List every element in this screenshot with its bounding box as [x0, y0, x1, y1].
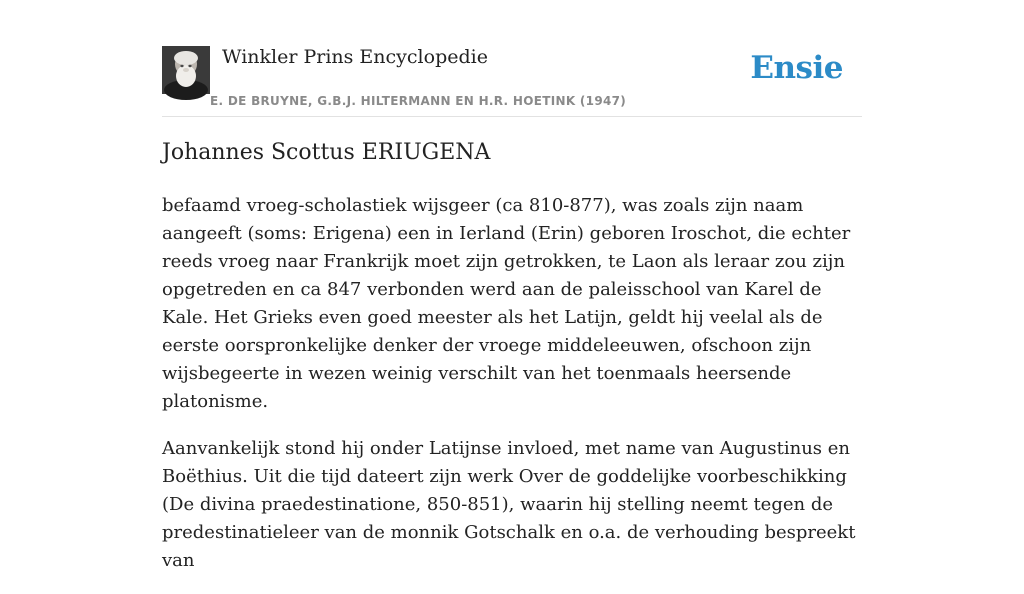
author-portrait-icon — [162, 46, 210, 94]
avatar[interactable] — [162, 46, 210, 94]
ensie-logo[interactable]: Ensie — [750, 50, 843, 86]
content-container — [162, 0, 862, 571]
header — [162, 0, 862, 117]
article-title: Johannes Scottus ERIUGENA — [162, 140, 491, 165]
publication-authors: E. DE BRUYNE, G.B.J. HILTERMANN EN H.R. HOETINK (1947) — [210, 94, 627, 108]
publication-title[interactable]: Winkler Prins Encyclopedie — [222, 46, 488, 68]
article-paragraph: Aanvankelijk stond hij onder Latijnse invloed, met name van Augustinus en Boëthius. Uit die tijd dateert zijn werk Over de goddelijke voorbeschikking (De divina praedestinatione, 850-851), waarin hij stelling neemt tegen de predestinatieleer van de monnik Gotschalk en o.a. de verhouding bespreekt van — [162, 438, 856, 571]
article-body — [162, 192, 862, 594]
article-paragraph: befaamd vroeg-scholastiek wijsgeer (ca 810-877), was zoals zijn naam aangeeft (soms: Erigena) een in Ierland (Erin) geboren Iroschot, die echter reeds vroeg naar Frankrijk moet zijn getrokken, te Laon als leraar zou zijn opgetreden en ca 847 verbonden werd aan de paleisschool van Karel de Kale. Het Grieks even goed meester als het Latijn, geldt hij veelal als de eerste oorspronkelijke denker der vroege middeleeuwen, ofschoon zijn wijsbegeerte in wezen weinig verschilt van het toenmaals heersende platonisme. — [162, 195, 851, 412]
